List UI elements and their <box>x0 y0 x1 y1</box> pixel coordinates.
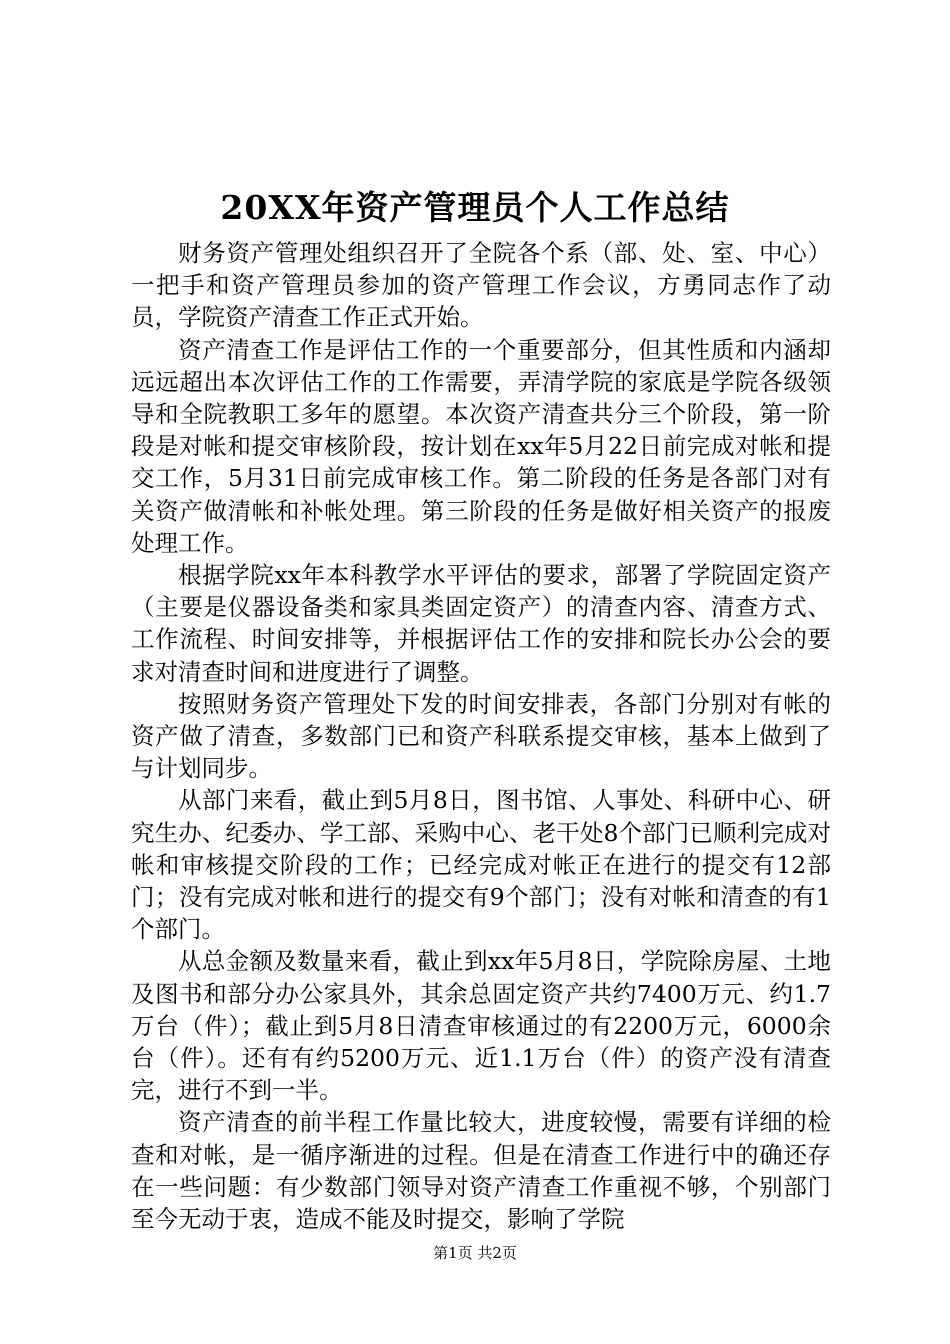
paragraph: 资产清查工作是评估工作的一个重要部分，但其性质和内涵却远远超出本次评估工作的工作需要，弄清学院的家底是学院各级领导和全院教职工多年的愿望。本次资产清查共分三个阶段，第一阶段是对帐和提交审核阶段，按计划在xx年5月22日前完成对帐和提交工作，5月31日前完成审核工作。第二阶段的任务是各部门对有关资产做清帐和补帐处理。第三阶段的任务是做好相关资产的报废处理工作。 <box>131 335 831 557</box>
paragraph: 财务资产管理处组织召开了全院各个系（部、处、室、中心）一把手和资产管理员参加的资产管理工作会议，方勇同志作了动员，学院资产清查工作正式开始。 <box>131 239 831 332</box>
paragraph: 按照财务资产管理处下发的时间安排表，各部门分别对有帐的资产做了清查，多数部门已和资产科联系提交审核，基本上做到了与计划同步。 <box>131 689 831 783</box>
paragraph: 从部门来看，截止到5月8日，图书馆、人事处、科研中心、研究生办、纪委办、学工部、采购中心、老干处8个部门已顺利完成对帐和审核提交阶段的工作；已经完成对帐正在进行的提交有12部门；没有完成对帐和进行的提交有9个部门；没有对帐和清查的有1个部门。 <box>131 786 831 944</box>
paragraph: 根据学院xx年本科教学水平评估的要求，部署了学院固定资产（主要是仪器设备类和家具类固定资产）的清查内容、清查方式、工作流程、时间安排等，并根据评估工作的安排和院长办公会的要求对清查时间和进度进行了调整。 <box>131 561 831 686</box>
paragraph: 从总金额及数量来看，截止到xx年5月8日，学院除房屋、土地及图书和部分办公家具外，其余总固定资产共约7400万元、约1.7万台（件）；截止到5月8日清查审核通过的有2200万元，6000余台（件）。还有有约5200万元、近1.1万台（件）的资产没有清查完，进行不到一半。 <box>131 947 831 1105</box>
paragraph: 资产清查的前半程工作量比较大，进度较慢，需要有详细的检查和对帐，是一循序渐进的过程。但是在清查工作进行中的确还存在一些问题：有少数部门领导对资产清查工作重视不够，个别部门至今无动于衷，造成不能及时提交，影响了学院 <box>131 1108 831 1234</box>
page-footer: 第1页 共2页 <box>433 1244 517 1262</box>
document-body <box>131 237 831 1235</box>
document-title: 20XX年资产管理员个人工作总结 <box>220 188 730 227</box>
